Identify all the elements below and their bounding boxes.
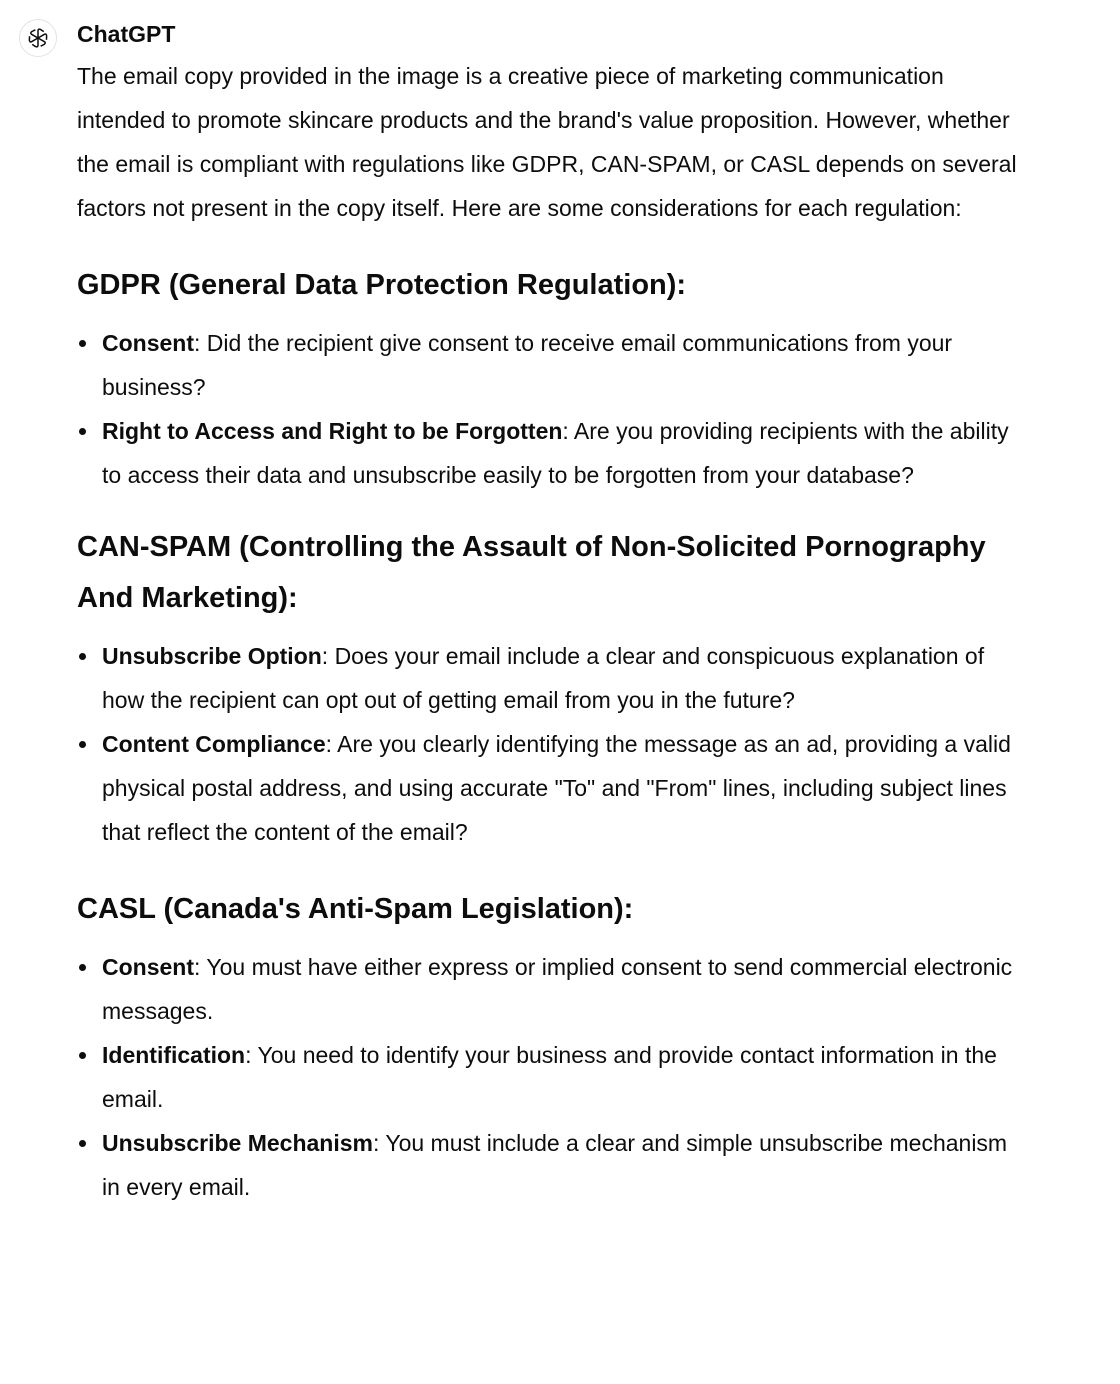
list-item [77,1121,1022,1209]
intro-paragraph: The email copy provided in the image is a creative piece of marketing communication intended to promote skincare products and the brand's value proposition. However, whether the email is compliant with regulations like GDPR, CAN-SPAM, or CASL depends on several factors not present in the copy itself. Here are some considerations for each regulation: [77,63,1017,221]
list-item-text: : Does your email include a clear and conspicuous explanation of how the recipient can opt out of getting email from you in the future? [102,643,985,713]
list-item [77,634,1022,722]
assistant-message [77,18,1022,1209]
list-item-term: Unsubscribe Option [102,643,322,669]
list-item-text: : You must have either express or implied consent to send commercial electronic messages. [102,954,1013,1024]
list-item-term: Consent [102,954,194,980]
list-item-term: Consent [102,330,194,356]
list-item [77,321,1022,409]
list-item-text: : Are you providing recipients with the ability to access their data and unsubscribe easily to be forgotten from your database? [102,418,1009,488]
list-item [77,722,1022,854]
list-item-term: Right to Access and Right to be Forgotten [102,418,563,444]
avatar [19,19,57,57]
list-item-text: : You must include a clear and simple unsubscribe mechanism in every email. [102,1130,1008,1200]
can-spam-list [77,634,1022,854]
section-heading-casl: CASL (Canada's Anti-Spam Legislation): [77,893,634,925]
author-name: ChatGPT [77,21,176,47]
openai-logo-icon [25,25,51,51]
list-item-text: : Did the recipient give consent to receive email communications from your business? [102,330,953,400]
list-item-term: Content Compliance [102,731,326,757]
list-item-term: Identification [102,1042,246,1068]
list-item-text: : Are you clearly identifying the message as an ad, providing a valid physical postal address, and using accurate "To" and "From" lines, including subject lines that reflect the content of the email? [102,731,1011,845]
list-item-text: : You need to identify your business and provide contact information in the email. [102,1042,997,1112]
gdpr-list [77,321,1022,497]
casl-list [77,945,1022,1209]
list-item-term: Unsubscribe Mechanism [102,1130,373,1156]
section-heading-can-spam: CAN-SPAM (Controlling the Assault of Non-Solicited Pornography And Marketing): [77,531,986,614]
list-item [77,945,1022,1033]
list-item [77,409,1022,497]
list-item [77,1033,1022,1121]
section-heading-gdpr: GDPR (General Data Protection Regulation): [77,269,687,301]
